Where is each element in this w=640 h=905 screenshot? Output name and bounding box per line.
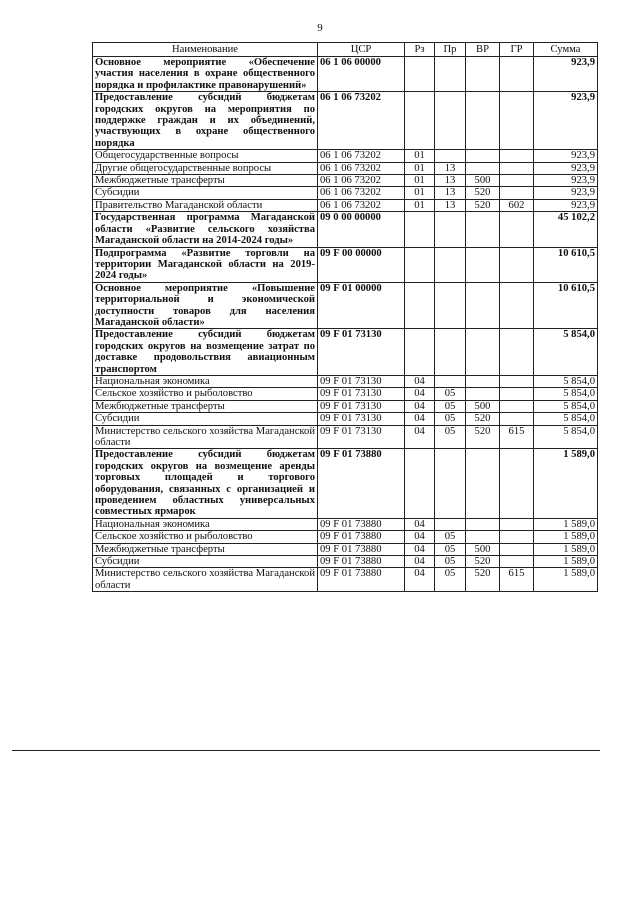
cell-vr xyxy=(466,57,500,92)
cell-pr xyxy=(435,92,466,150)
header-sum: Сумма xyxy=(534,43,598,57)
cell-gr xyxy=(500,543,534,555)
cell-gr xyxy=(500,375,534,387)
cell-gr: 615 xyxy=(500,425,534,449)
cell-vr: 520 xyxy=(466,413,500,425)
cell-vr xyxy=(466,92,500,150)
cell-gr xyxy=(500,413,534,425)
table-row xyxy=(93,247,598,282)
cell-csr: 09 0 00 00000 xyxy=(318,212,405,247)
cell-name: Предоставление субсидий бюджетам городских округов на мероприятия по поддержке граждан и их объединений, участвующих в охране общественного порядка xyxy=(93,92,318,150)
table-header-row xyxy=(93,43,598,57)
cell-pr: 05 xyxy=(435,425,466,449)
cell-sum: 923,9 xyxy=(534,175,598,187)
cell-vr xyxy=(466,212,500,247)
cell-rz: 04 xyxy=(405,568,435,592)
table-row xyxy=(93,518,598,530)
cell-gr: 602 xyxy=(500,199,534,211)
cell-sum: 923,9 xyxy=(534,187,598,199)
cell-name: Межбюджетные трансферты xyxy=(93,543,318,555)
cell-vr xyxy=(466,388,500,400)
cell-name: Другие общегосударственные вопросы xyxy=(93,162,318,174)
cell-gr xyxy=(500,449,534,518)
cell-name: Основное мероприятие «Обеспечение участия населения в охране общественного порядка и профилактике правонарушений» xyxy=(93,57,318,92)
cell-csr: 09 F 01 73880 xyxy=(318,449,405,518)
cell-rz xyxy=(405,92,435,150)
cell-gr xyxy=(500,187,534,199)
cell-rz xyxy=(405,449,435,518)
cell-rz: 04 xyxy=(405,425,435,449)
cell-csr: 06 1 06 73202 xyxy=(318,187,405,199)
cell-sum: 1 589,0 xyxy=(534,556,598,568)
cell-csr: 09 F 01 73130 xyxy=(318,400,405,412)
table-row xyxy=(93,543,598,555)
table-row xyxy=(93,425,598,449)
cell-name: Межбюджетные трансферты xyxy=(93,400,318,412)
cell-rz: 04 xyxy=(405,400,435,412)
cell-vr: 520 xyxy=(466,187,500,199)
table-row xyxy=(93,175,598,187)
cell-name: Предоставление субсидий бюджетам городских округов на возмещение аренды торговых площадей и торгового оборудования, связанных с организацией и проведением областных универсальных совместных ярмарок xyxy=(93,449,318,518)
header-name: Наименование xyxy=(93,43,318,57)
cell-csr: 09 F 01 73880 xyxy=(318,531,405,543)
cell-vr xyxy=(466,150,500,162)
cell-rz: 01 xyxy=(405,175,435,187)
cell-csr: 09 F 01 73130 xyxy=(318,413,405,425)
cell-pr: 13 xyxy=(435,162,466,174)
cell-sum: 5 854,0 xyxy=(534,329,598,376)
cell-pr: 05 xyxy=(435,556,466,568)
cell-rz: 01 xyxy=(405,187,435,199)
cell-csr: 09 F 01 73130 xyxy=(318,388,405,400)
cell-gr xyxy=(500,282,534,329)
table-row xyxy=(93,57,598,92)
cell-sum: 1 589,0 xyxy=(534,543,598,555)
cell-vr xyxy=(466,162,500,174)
cell-gr xyxy=(500,150,534,162)
cell-pr xyxy=(435,247,466,282)
cell-pr: 05 xyxy=(435,543,466,555)
table-body xyxy=(93,57,598,592)
cell-pr xyxy=(435,57,466,92)
table-row xyxy=(93,388,598,400)
cell-gr xyxy=(500,388,534,400)
cell-name: Сельское хозяйство и рыболовство xyxy=(93,531,318,543)
cell-name: Министерство сельского хозяйства Магаданской области xyxy=(93,568,318,592)
table-row xyxy=(93,375,598,387)
header-gr: ГР xyxy=(500,43,534,57)
cell-csr: 09 F 00 00000 xyxy=(318,247,405,282)
cell-name: Межбюджетные трансферты xyxy=(93,175,318,187)
table-row xyxy=(93,400,598,412)
cell-csr: 09 F 01 73880 xyxy=(318,518,405,530)
cell-name: Субсидии xyxy=(93,187,318,199)
cell-name: Правительство Магаданской области xyxy=(93,199,318,211)
cell-name: Основное мероприятие «Повышение территориальной и экономической доступности товаров для населения Магаданской области» xyxy=(93,282,318,329)
cell-sum: 5 854,0 xyxy=(534,375,598,387)
cell-csr: 06 1 06 73202 xyxy=(318,199,405,211)
footer-rule xyxy=(12,750,600,751)
cell-csr: 09 F 01 73130 xyxy=(318,425,405,449)
cell-csr: 09 F 01 73130 xyxy=(318,375,405,387)
cell-pr: 13 xyxy=(435,175,466,187)
cell-gr xyxy=(500,531,534,543)
cell-vr: 500 xyxy=(466,175,500,187)
cell-vr: 500 xyxy=(466,400,500,412)
cell-name: Подпрограмма «Развитие торговли на территории Магаданской области на 2019-2024 годы» xyxy=(93,247,318,282)
header-vr: ВР xyxy=(466,43,500,57)
cell-gr xyxy=(500,92,534,150)
cell-csr: 06 1 06 73202 xyxy=(318,150,405,162)
cell-name: Национальная экономика xyxy=(93,375,318,387)
cell-sum: 923,9 xyxy=(534,162,598,174)
cell-rz: 04 xyxy=(405,543,435,555)
cell-csr: 09 F 01 73130 xyxy=(318,329,405,376)
cell-rz xyxy=(405,247,435,282)
table-row xyxy=(93,282,598,329)
cell-gr xyxy=(500,329,534,376)
cell-sum: 1 589,0 xyxy=(534,568,598,592)
table-row xyxy=(93,187,598,199)
cell-gr xyxy=(500,556,534,568)
cell-gr xyxy=(500,162,534,174)
cell-vr xyxy=(466,329,500,376)
cell-csr: 06 1 06 73202 xyxy=(318,162,405,174)
cell-pr: 05 xyxy=(435,400,466,412)
cell-rz: 04 xyxy=(405,375,435,387)
budget-table xyxy=(92,42,598,592)
cell-name: Субсидии xyxy=(93,413,318,425)
cell-pr xyxy=(435,282,466,329)
cell-sum: 5 854,0 xyxy=(534,388,598,400)
cell-rz: 01 xyxy=(405,150,435,162)
cell-rz: 04 xyxy=(405,518,435,530)
cell-gr xyxy=(500,400,534,412)
cell-rz: 01 xyxy=(405,162,435,174)
cell-rz: 01 xyxy=(405,199,435,211)
cell-pr xyxy=(435,375,466,387)
cell-name: Предоставление субсидий бюджетам городских округов на возмещение затрат по доставке продовольствия авиационным транспортом xyxy=(93,329,318,376)
cell-csr: 06 1 06 73202 xyxy=(318,175,405,187)
cell-pr xyxy=(435,518,466,530)
cell-pr: 13 xyxy=(435,187,466,199)
cell-sum: 1 589,0 xyxy=(534,449,598,518)
cell-name: Национальная экономика xyxy=(93,518,318,530)
cell-pr: 05 xyxy=(435,531,466,543)
table-row xyxy=(93,199,598,211)
header-pr: Пр xyxy=(435,43,466,57)
cell-rz xyxy=(405,57,435,92)
cell-gr xyxy=(500,518,534,530)
cell-sum: 45 102,2 xyxy=(534,212,598,247)
cell-name: Сельское хозяйство и рыболовство xyxy=(93,388,318,400)
cell-vr xyxy=(466,518,500,530)
cell-pr xyxy=(435,449,466,518)
cell-name: Субсидии xyxy=(93,556,318,568)
cell-rz: 04 xyxy=(405,388,435,400)
table-row xyxy=(93,329,598,376)
cell-pr xyxy=(435,150,466,162)
cell-gr: 615 xyxy=(500,568,534,592)
cell-gr xyxy=(500,212,534,247)
cell-vr xyxy=(466,375,500,387)
cell-csr: 09 F 01 00000 xyxy=(318,282,405,329)
cell-sum: 923,9 xyxy=(534,150,598,162)
table-row xyxy=(93,556,598,568)
cell-vr xyxy=(466,449,500,518)
cell-pr: 13 xyxy=(435,199,466,211)
cell-rz xyxy=(405,282,435,329)
cell-sum: 10 610,5 xyxy=(534,282,598,329)
cell-sum: 1 589,0 xyxy=(534,518,598,530)
cell-rz: 04 xyxy=(405,413,435,425)
cell-sum: 923,9 xyxy=(534,199,598,211)
cell-rz xyxy=(405,212,435,247)
cell-name: Общегосударственные вопросы xyxy=(93,150,318,162)
cell-rz xyxy=(405,329,435,376)
table-row xyxy=(93,568,598,592)
cell-name: Министерство сельского хозяйства Магаданской области xyxy=(93,425,318,449)
cell-csr: 06 1 06 73202 xyxy=(318,92,405,150)
table-row xyxy=(93,212,598,247)
cell-pr xyxy=(435,212,466,247)
header-rz: Рз xyxy=(405,43,435,57)
cell-vr: 520 xyxy=(466,568,500,592)
cell-sum: 10 610,5 xyxy=(534,247,598,282)
cell-sum: 5 854,0 xyxy=(534,425,598,449)
cell-csr: 09 F 01 73880 xyxy=(318,568,405,592)
cell-vr: 520 xyxy=(466,425,500,449)
cell-vr xyxy=(466,247,500,282)
cell-gr xyxy=(500,175,534,187)
cell-pr xyxy=(435,329,466,376)
cell-vr: 520 xyxy=(466,199,500,211)
cell-vr: 520 xyxy=(466,556,500,568)
page-number: 9 xyxy=(317,22,323,34)
cell-sum: 5 854,0 xyxy=(534,400,598,412)
cell-vr: 500 xyxy=(466,543,500,555)
cell-pr: 05 xyxy=(435,413,466,425)
cell-sum: 5 854,0 xyxy=(534,413,598,425)
cell-csr: 09 F 01 73880 xyxy=(318,556,405,568)
cell-pr: 05 xyxy=(435,388,466,400)
cell-sum: 1 589,0 xyxy=(534,531,598,543)
table-row xyxy=(93,162,598,174)
table-row xyxy=(93,92,598,150)
table-row xyxy=(93,413,598,425)
cell-gr xyxy=(500,247,534,282)
cell-csr: 06 1 06 00000 xyxy=(318,57,405,92)
table-row xyxy=(93,449,598,518)
cell-pr: 05 xyxy=(435,568,466,592)
cell-name: Государственная программа Магаданской области «Развитие сельского хозяйства Магаданской области на 2014-2024 годы» xyxy=(93,212,318,247)
cell-sum: 923,9 xyxy=(534,57,598,92)
table-row xyxy=(93,150,598,162)
cell-csr: 09 F 01 73880 xyxy=(318,543,405,555)
cell-sum: 923,9 xyxy=(534,92,598,150)
cell-gr xyxy=(500,57,534,92)
cell-rz: 04 xyxy=(405,556,435,568)
cell-vr xyxy=(466,531,500,543)
cell-rz: 04 xyxy=(405,531,435,543)
header-csr: ЦСР xyxy=(318,43,405,57)
cell-vr xyxy=(466,282,500,329)
table-row xyxy=(93,531,598,543)
